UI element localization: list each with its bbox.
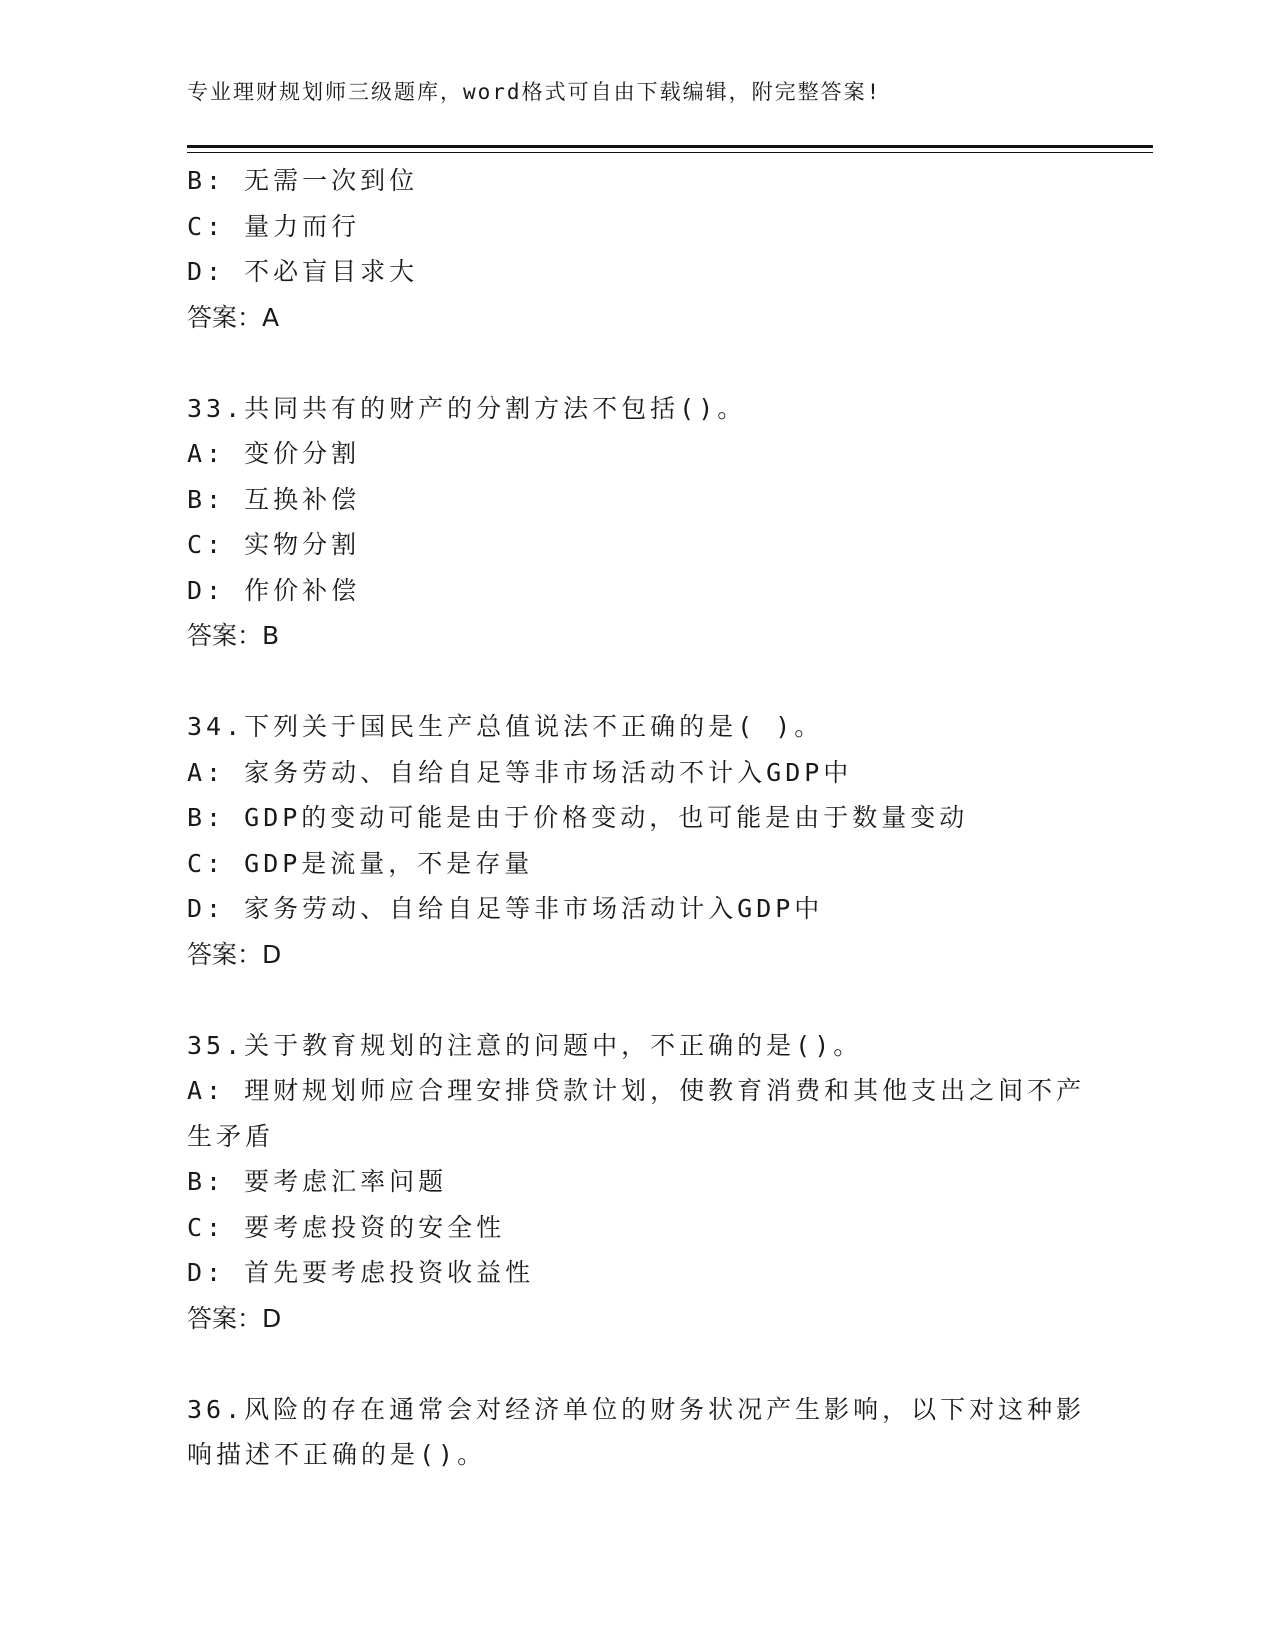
answer-line: 答案：B xyxy=(187,621,280,650)
spacer xyxy=(187,659,1087,705)
option-line: A: 家务劳动、自给自足等非市场活动不计入GDP中 xyxy=(187,757,853,787)
answer-line: 答案：D xyxy=(187,1303,282,1333)
option-line: B: 无需一次到位 xyxy=(187,166,419,195)
question-stem-continued: 响描述不正确的是()。 xyxy=(187,1440,487,1469)
header-divider-thin xyxy=(187,152,1153,153)
question-stem: 33.共同共有的财产的分割方法不包括()。 xyxy=(187,393,747,423)
question-stem: 36.风险的存在通常会对经济单位的财务状况产生影响，以下对这种影 xyxy=(187,1394,1086,1424)
question-35 xyxy=(187,1023,1087,1342)
spacer xyxy=(187,977,1087,1023)
option-line: D: 作价补偿 xyxy=(187,575,361,605)
carryover-question xyxy=(187,158,1087,340)
question-stem: 34.下列关于国民生产总值说法不正确的是( )。 xyxy=(187,712,824,741)
option-line: C: 要考虑投资的安全性 xyxy=(187,1212,506,1242)
option-line: A: 理财规划师应合理安排贷款计划，使教育消费和其他支出之间不产 xyxy=(187,1076,1086,1105)
option-line: A: 变价分割 xyxy=(187,439,361,468)
option-line: C: 实物分割 xyxy=(187,530,361,559)
option-line-continued: 生矛盾 xyxy=(187,1121,275,1151)
question-stem: 35.关于教育规划的注意的问题中，不正确的是()。 xyxy=(187,1030,863,1060)
question-33 xyxy=(187,386,1087,659)
question-36 xyxy=(187,1387,1087,1478)
answer-line: 答案：D xyxy=(187,939,282,969)
question-34 xyxy=(187,704,1087,977)
option-line: B: 要考虑汇率问题 xyxy=(187,1167,448,1196)
option-line: C: 量力而行 xyxy=(187,211,361,241)
option-line: B: 互换补偿 xyxy=(187,484,361,514)
answer-line: 答案：A xyxy=(187,302,280,332)
option-line: C: GDP是流量，不是存量 xyxy=(187,848,534,878)
option-line: D: 不必盲目求大 xyxy=(187,257,419,286)
page-header-title: 专业理财规划师三级题库，word格式可自由下载编辑，附完整答案! xyxy=(187,80,882,104)
document-body xyxy=(187,158,1087,1478)
option-line: B: GDP的变动可能是由于价格变动，也可能是由于数量变动 xyxy=(187,803,969,832)
spacer xyxy=(187,1341,1087,1387)
spacer xyxy=(187,340,1087,386)
option-line: D: 家务劳动、自给自足等非市场活动计入GDP中 xyxy=(187,894,824,923)
header-divider-thick xyxy=(187,145,1153,148)
option-line: D: 首先要考虑投资收益性 xyxy=(187,1258,535,1287)
